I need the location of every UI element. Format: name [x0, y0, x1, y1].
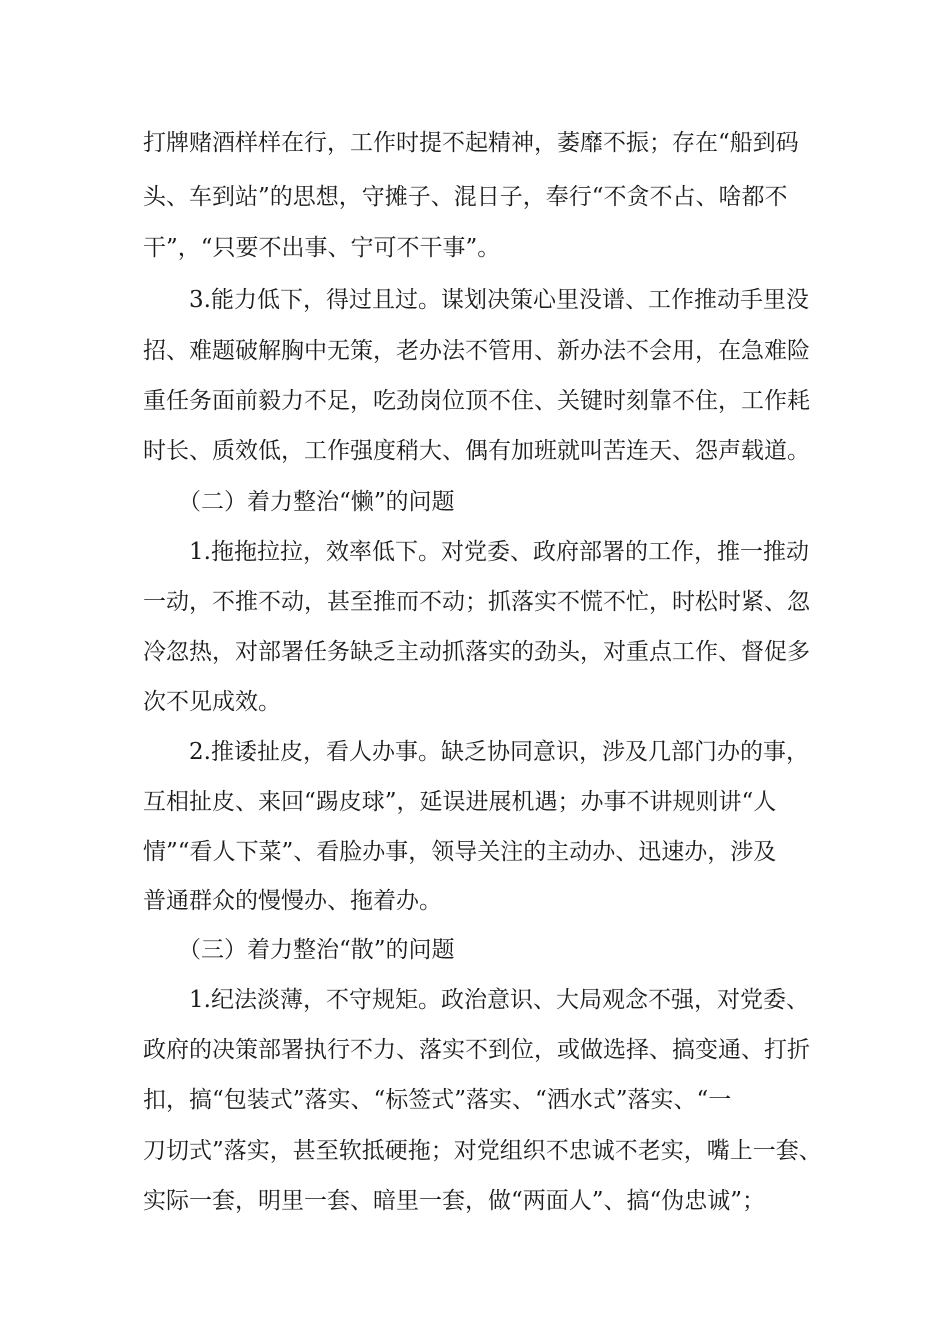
text-line: 重任务面前毅力不足，吃劲岗位顶不住、关键时刻靠不住，工作耗: [143, 388, 810, 414]
text-line: 干”，“只要不出事、宁可不干事”。: [143, 235, 501, 261]
text-line: 普通群众的慢慢办、拖着办。: [143, 888, 442, 914]
paragraph-start-line: 2.推诿扯皮，看人办事。缺乏协同意识，涉及几部门办的事，: [189, 739, 809, 765]
text-line: 次不见成效。: [143, 689, 281, 715]
text-line: 刀切式”落实，甚至软抵硬拖；对党组织不忠诚不老实，嘴上一套、: [143, 1138, 822, 1164]
text-line: 互相扯皮、来回“踢皮球”，延误进展机遇；办事不讲规则讲“人: [143, 789, 777, 815]
text-line: 招、难题破解胸中无策，老办法不管用、新办法不会用，在急难险: [143, 338, 810, 364]
text-line: 打牌赌酒样样在行，工作时提不起精神，萎靡不振；存在“船到码: [143, 130, 799, 156]
text-line: 扣，搞“包装式”落实、“标签式”落实、“洒水式”落实、“一: [143, 1087, 732, 1113]
text-line: 情”“看人下菜”、看脸办事，领导关注的主动办、迅速办，涉及: [143, 839, 777, 865]
text-line: 一动，不推不动，甚至推而不动；抓落实不慌不忙，时松时紧、忽: [143, 589, 810, 615]
text-line: 头、车到站”的思想，守摊子、混日子，奉行“不贪不占、啥都不: [143, 184, 788, 210]
text-line: 政府的决策部署执行不力、落实不到位，或做选择、搞变通、打折: [143, 1037, 810, 1063]
section-heading: （三）着力整治“散”的问题: [178, 937, 455, 963]
paragraph-start-line: 1.纪法淡薄，不守规矩。政治意识、大局观念不强，对党委、: [189, 987, 809, 1013]
text-line: 实际一套，明里一套、暗里一套，做“两面人”、搞“伪忠诚”；: [143, 1188, 766, 1214]
paragraph-start-line: 3.能力低下，得过且过。谋划决策心里没谱、工作推动手里没: [189, 287, 809, 313]
paragraph-start-line: 1.拖拖拉拉，效率低下。对党委、政府部署的工作，推一推动: [189, 539, 809, 565]
text-line: 冷忽热，对部署任务缺乏主动抓落实的劲头，对重点工作、督促多: [143, 639, 810, 665]
section-heading: （二）着力整治“懒”的问题: [178, 489, 455, 515]
text-line: 时长、质效低，工作强度稍大、偶有加班就叫苦连天、怨声载道。: [143, 438, 810, 464]
